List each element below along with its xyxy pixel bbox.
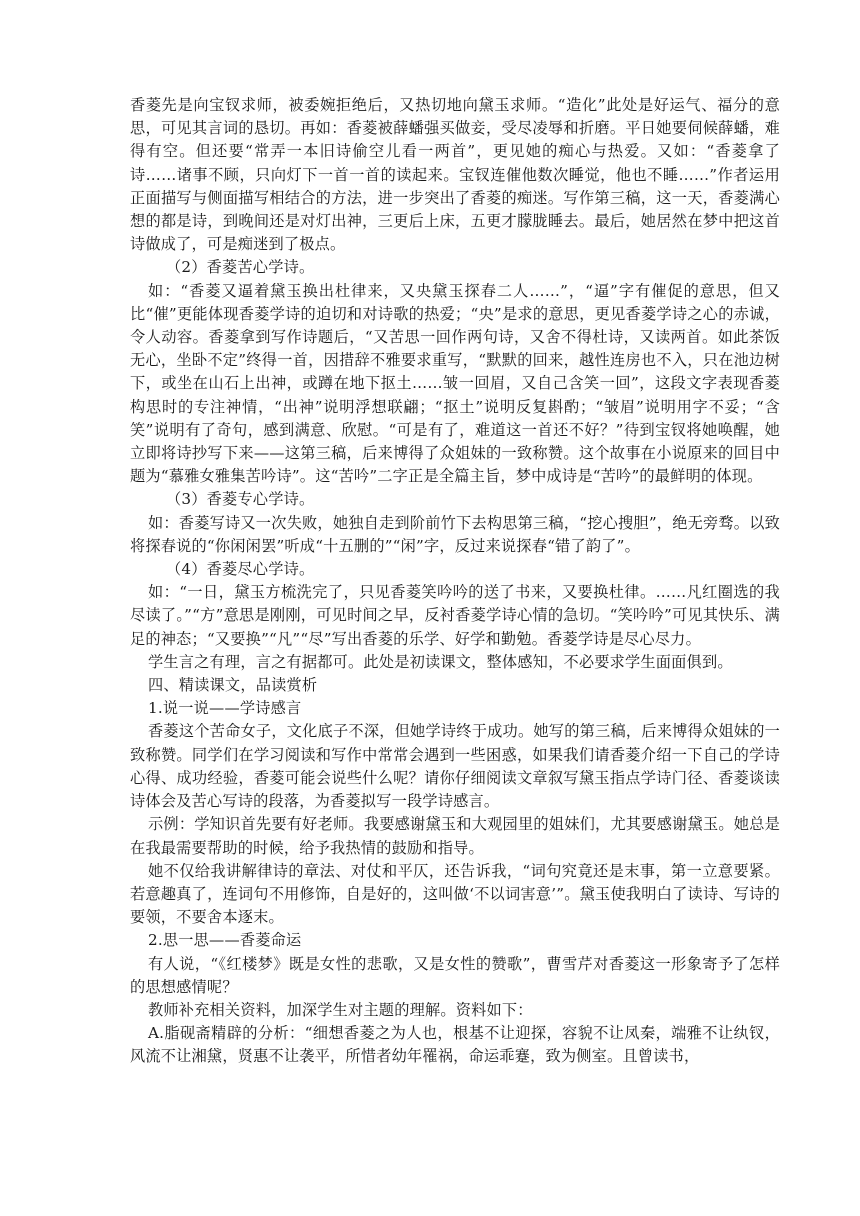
subsection-heading: 1.说一说——学诗感言 (148, 699, 302, 718)
section-heading: 四、精读课文，品读赏析 (148, 676, 318, 695)
paragraph: 示例：学知识首先要有好老师。我要感谢黛玉和大观园里的姐妹们，尤其要感谢黛玉。她总是在我最需要帮助的时候，给予我热情的鼓励和指导。 (130, 815, 780, 857)
paragraph: 如：“香菱又逼着黛玉换出杜律来，又央黛玉探春二人……”，“逼”字有催促的意思，但又比“催”更能体现香菱学诗的迫切和对诗歌的热爱；“央”是求的意思，更见香菱学诗之心的赤诚，令人动容。香菱拿到写作诗题后，“又苦思一回作两句诗，又舍不得杜诗，又读两首。如此茶饭无心，坐卧不定”终得一首，因措辞不雅要求重写，“默默的回来，越性连房也不入，只在池边树下，或坐在山石上出神，或蹲在地下抠土……皱一回眉，又自己含笑一回”，这段文字表现香菱构思时的专注神情，“出神”说明浮想联翩；“抠土”说明反复斟酌；“皱眉”说明用字不妥；“含笑”说明有了奇句，感到满意、欣慰。“可是有了，难道这一首还不好？”待到宝钗将她唤醒，她立即将诗抄写下来——这第三稿，后来博得了众姐妹的一致称赞。这个故事在小说原来的回目中题为“慕雅女雅集苦吟诗”。这“苦吟”二字正是全篇主旨，梦中成诗是“苦吟”的最鲜明的体现。 (130, 281, 780, 486)
paragraph: 香菱这个苦命女子，文化底子不深，但她学诗终于成功。她写的第三稿，后来博得众姐妹的一致称赞。同学们在学习阅读和写作中常常会遇到一些困惑，如果我们请香菱介绍一下自己的学诗心得、成功经验，香菱可能会说些什么呢？请你仔细阅读文章叙写黛玉指点学诗门径、香菱谈读诗体会及苦心写诗的段落，为香菱拟写一段学诗感言。 (130, 722, 780, 811)
subsection-heading: 2.思一思——香菱命运 (148, 931, 302, 950)
paragraph: 她不仅给我讲解律诗的章法、对仗和平仄，还告诉我，“词句究竟还是末事，第一立意要紧。若意趣真了，连词句不用修饰，自是好的，这叫做‘不以词害意’”。黛玉使我明白了读诗、写诗的要领，不要舍本逐末。 (130, 861, 780, 927)
paragraph: 香菱先是向宝钗求师，被委婉拒绝后，又热切地向黛玉求师。“造化”此处是好运气、福分的意思，可见其言词的恳切。再如：香菱被薛蟠强买做妾，受尽凌辱和折磨。平日她要伺候薛蟠，难得有空。但还要“常弄一本旧诗偷空儿看一两首”，更见她的痴心与热爱。又如：“香菱拿了诗……诸事不顾，只向灯下一首一首的读起来。宝钗连催他数次睡觉，他也不睡……”作者运用正面描写与侧面描写相结合的方法，进一步突出了香菱的痴迷。写作第三稿，这一天，香菱满心想的都是诗，到晚间还是对灯出神，三更后上床，五更才朦胧睡去。最后，她居然在梦中把这首诗做成了，可是痴迷到了极点。 (130, 96, 780, 254)
paragraph: 教师补充相关资料，加深学生对主题的理解。资料如下： (148, 1000, 533, 1019)
paragraph: 学生言之有理，言之有据都可。此处是初读课文，整体感知，不必要求学生面面俱到。 (148, 652, 733, 671)
paragraph: 如：“一日，黛玉方梳洗完了，只见香菱笑吟吟的送了书来，又要换杜律。……凡红圈选的我尽读了。”“方”意思是刚刚，可见时间之早，反衬香菱学诗心情的急切。“笑吟吟”可见其快乐、满足的神态；“又要换”“凡”“尽”写出香菱的乐学、好学和勤勉。香菱学诗是尽心尽力。 (130, 583, 780, 648)
paragraph: 有人说，“《红楼梦》既是女性的悲歌，又是女性的赞歌”，曹雪芹对香菱这一形象寄予了怎样的思想感情呢？ (130, 954, 780, 996)
section-heading: （3）香菱专心学诗。 (166, 490, 315, 509)
section-heading: （4）香菱尽心学诗。 (166, 560, 315, 579)
paragraph: A.脂砚斋精辟的分析：“细想香菱之为人也，根基不让迎探，容貌不让凤秦，端雅不让纨钗，风流不让湘黛，贤惠不让袭平，所惜者幼年罹祸，命运乖蹇，致为侧室。且曾读书， (130, 1024, 780, 1066)
paragraph: 如：香菱写诗又一次失败，她独自走到阶前竹下去构思第三稿，“挖心搜胆”，绝无旁骛。以致将探春说的“你闲闲罢”听成“十五删的”“闲”字，反过来说探春“错了韵了”。 (130, 513, 780, 555)
section-heading: （2）香菱苦心学诗。 (166, 258, 315, 277)
